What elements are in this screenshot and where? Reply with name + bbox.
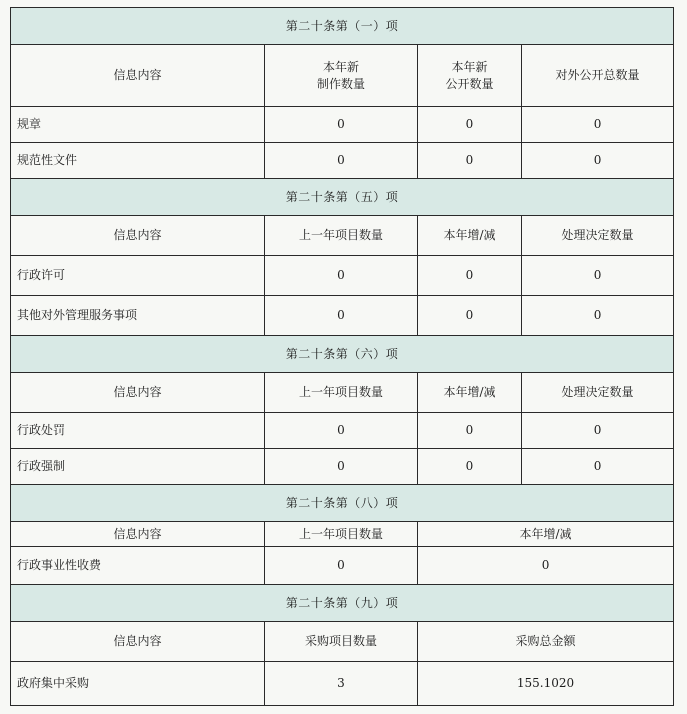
value-cell: 0 (522, 413, 674, 449)
section-title: 第二十条第（六）项 (11, 336, 674, 373)
value-cell: 0 (418, 256, 522, 296)
value-cell: 0 (265, 547, 418, 585)
section-title-row (11, 485, 674, 522)
section-title-row (11, 179, 674, 216)
row-label: 行政强制 (11, 449, 265, 485)
header-cell (418, 45, 522, 107)
header-cell: 上一年项目数量 (265, 522, 418, 547)
header-line: 制作数量 (316, 76, 365, 91)
section-title: 第二十条第（九）项 (11, 585, 674, 622)
value-cell: 0 (265, 296, 418, 336)
value-cell: 0 (418, 296, 522, 336)
header-cell: 本年增/减 (418, 216, 522, 256)
disclosure-table (10, 7, 674, 706)
table-row (11, 413, 674, 449)
section-title-row (11, 8, 674, 45)
row-label: 规范性文件 (11, 143, 265, 179)
row-label: 政府集中采购 (11, 662, 265, 706)
table-row (11, 256, 674, 296)
table-row (11, 662, 674, 706)
value-cell: 3 (265, 662, 418, 706)
header-row (11, 522, 674, 547)
header-cell: 信息内容 (11, 622, 265, 662)
value-cell: 0 (418, 107, 522, 143)
value-cell: 155.1020 (418, 662, 674, 706)
header-cell: 信息内容 (11, 216, 265, 256)
row-label: 规章 (11, 107, 265, 143)
section-title: 第二十条第（八）项 (11, 485, 674, 522)
value-cell: 0 (522, 296, 674, 336)
header-row (11, 45, 674, 107)
section-title-row (11, 585, 674, 622)
header-cell: 采购总金额 (418, 622, 674, 662)
row-label: 行政事业性收费 (11, 547, 265, 585)
header-cell: 上一年项目数量 (265, 373, 418, 413)
value-cell: 0 (522, 143, 674, 179)
value-cell: 0 (522, 449, 674, 485)
row-label: 行政处罚 (11, 413, 265, 449)
value-cell: 0 (265, 107, 418, 143)
table-row (11, 547, 674, 585)
value-cell: 0 (418, 413, 522, 449)
header-line: 本年新 (322, 59, 359, 74)
header-cell: 本年增/减 (418, 522, 674, 547)
header-line: 公开数量 (445, 76, 494, 91)
value-cell: 0 (418, 449, 522, 485)
value-cell: 0 (265, 413, 418, 449)
row-label: 行政许可 (11, 256, 265, 296)
table-row (11, 296, 674, 336)
header-cell: 上一年项目数量 (265, 216, 418, 256)
row-label: 其他对外管理服务事项 (11, 296, 265, 336)
header-cell: 信息内容 (11, 45, 265, 107)
table-row (11, 143, 674, 179)
header-row (11, 622, 674, 662)
header-cell (265, 45, 418, 107)
header-cell: 对外公开总数量 (522, 45, 674, 107)
header-cell: 信息内容 (11, 373, 265, 413)
value-cell: 0 (522, 256, 674, 296)
header-line: 本年新 (451, 59, 488, 74)
value-cell: 0 (265, 256, 418, 296)
header-cell: 处理决定数量 (522, 373, 674, 413)
section-title: 第二十条第（五）项 (11, 179, 674, 216)
value-cell: 0 (418, 143, 522, 179)
header-cell: 本年增/减 (418, 373, 522, 413)
table-row (11, 449, 674, 485)
value-cell: 0 (265, 143, 418, 179)
value-cell: 0 (522, 107, 674, 143)
section-title-row (11, 336, 674, 373)
header-row (11, 373, 674, 413)
header-cell: 信息内容 (11, 522, 265, 547)
header-cell: 采购项目数量 (265, 622, 418, 662)
header-row (11, 216, 674, 256)
disclosure-table-page (10, 7, 673, 706)
value-cell: 0 (265, 449, 418, 485)
table-row (11, 107, 674, 143)
value-cell: 0 (418, 547, 674, 585)
header-cell: 处理决定数量 (522, 216, 674, 256)
section-title: 第二十条第（一）项 (11, 8, 674, 45)
